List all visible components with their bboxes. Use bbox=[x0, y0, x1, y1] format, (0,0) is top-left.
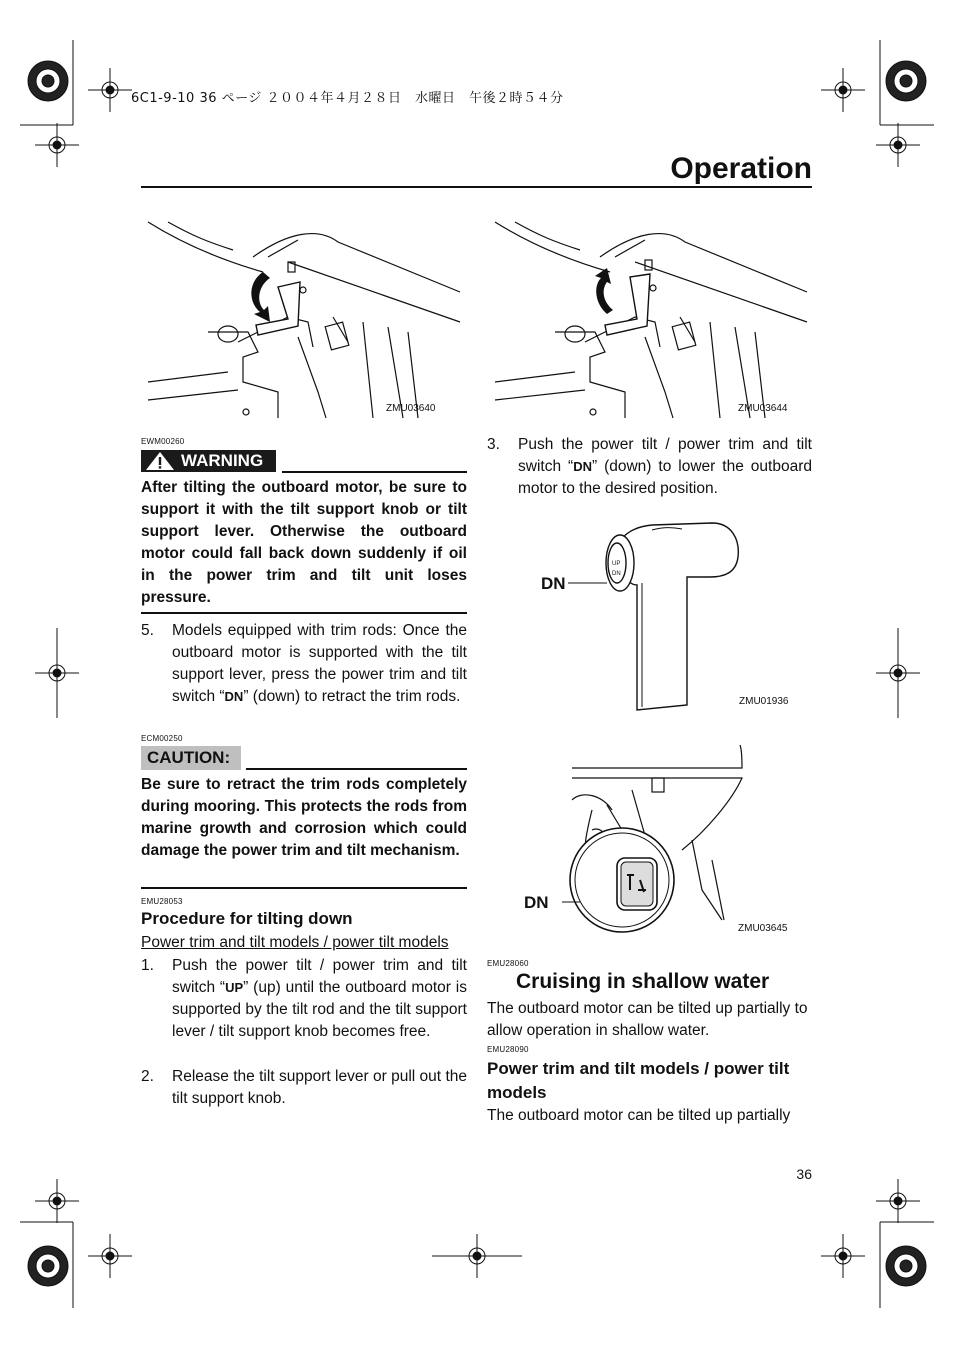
warning-badge bbox=[141, 450, 276, 472]
warning-text: After tilting the outboard motor, be sure to support it with the tilt support knob or tilt support lever. Otherwise the outboard motor could fall back down suddenly if oil in the power trim and tilt unit loses pressure. bbox=[141, 479, 467, 606]
list-item-step-1: 1. Push the power tilt / power trim and tilt switch “UP” (up) until the outboard motor is supported by the tilt rod and the tilt support lever / tilt support knob becomes free. bbox=[141, 957, 467, 1040]
switch-symbol: UP bbox=[225, 980, 244, 995]
caution-label: CAUTION: bbox=[147, 748, 231, 767]
switch-up-mark: UP bbox=[612, 561, 621, 567]
caution-text: Be sure to retract the trim rods completely during mooring. This protects the rods from marine growth and corrosion which could damage the power trim and tilt mechanism. bbox=[141, 776, 467, 859]
warning-rule bbox=[282, 471, 467, 473]
page-number: 36 bbox=[796, 1166, 812, 1182]
switch-symbol: DN bbox=[224, 689, 244, 704]
tiller-switch-illustration bbox=[492, 515, 812, 715]
caution-badge bbox=[141, 746, 241, 770]
warning-triangle-icon bbox=[145, 451, 175, 471]
step-number: 5. bbox=[141, 622, 154, 639]
section-subheading: Power trim and tilt models / power tilt models bbox=[141, 934, 449, 951]
list-item-step-5: 5. Models equipped with trim rods: Once the outboard motor is supported with the tilt support lever, press the power trim and tilt switch “DN” (down) to retract the trim rods. bbox=[141, 622, 467, 705]
print-header: 6C1-9-10 36 ページ ２００４年４月２８日 水曜日 午後２時５４分 bbox=[131, 91, 564, 106]
section-code: EMU28053 bbox=[141, 897, 183, 906]
list-item-step-2: 2. Release the tilt support lever or pull out the tilt support knob. bbox=[141, 1068, 467, 1107]
caution-rule bbox=[246, 768, 467, 770]
shallow-sub-text: The outboard motor can be tilted up partially bbox=[487, 1107, 791, 1124]
switch-symbol: DN bbox=[573, 459, 592, 474]
warning-code: EWM00260 bbox=[141, 437, 185, 446]
shallow-code: EMU28060 bbox=[487, 959, 529, 968]
figure-code-1: ZMU03640 bbox=[386, 403, 436, 414]
shallow-sub-code: EMU28090 bbox=[487, 1045, 529, 1054]
section-heading: Procedure for tilting down bbox=[141, 909, 353, 928]
tilt-lever-up-illustration bbox=[495, 222, 811, 418]
shallow-text: The outboard motor can be tilted up partially to allow operation in shallow water. bbox=[487, 1000, 808, 1039]
figure-code-2: ZMU03644 bbox=[738, 403, 788, 414]
dn-callout-label-2: DN bbox=[524, 893, 549, 912]
list-item-step-3: 3. Push the power tilt / power trim and tilt switch “DN” (down) to lower the outboard motor to the desired position. bbox=[487, 436, 812, 497]
dn-callout-label-1: DN bbox=[541, 574, 566, 593]
figure-code-4: ZMU03645 bbox=[738, 923, 788, 934]
figure-code-3: ZMU01936 bbox=[739, 696, 789, 707]
caution-bottom-rule bbox=[141, 887, 467, 889]
warning-label: WARNING bbox=[181, 451, 264, 470]
shallow-subheading: Power trim and tilt models / power tilt models bbox=[487, 1059, 790, 1102]
switch-dn-mark: DN bbox=[612, 571, 621, 577]
caution-code: ECM00250 bbox=[141, 734, 183, 743]
shallow-heading: Cruising in shallow water bbox=[516, 970, 770, 993]
warning-bottom-rule bbox=[141, 612, 467, 614]
page-title: Operation bbox=[670, 152, 812, 185]
tilt-lever-down-illustration bbox=[148, 222, 464, 418]
title-divider bbox=[141, 186, 812, 188]
